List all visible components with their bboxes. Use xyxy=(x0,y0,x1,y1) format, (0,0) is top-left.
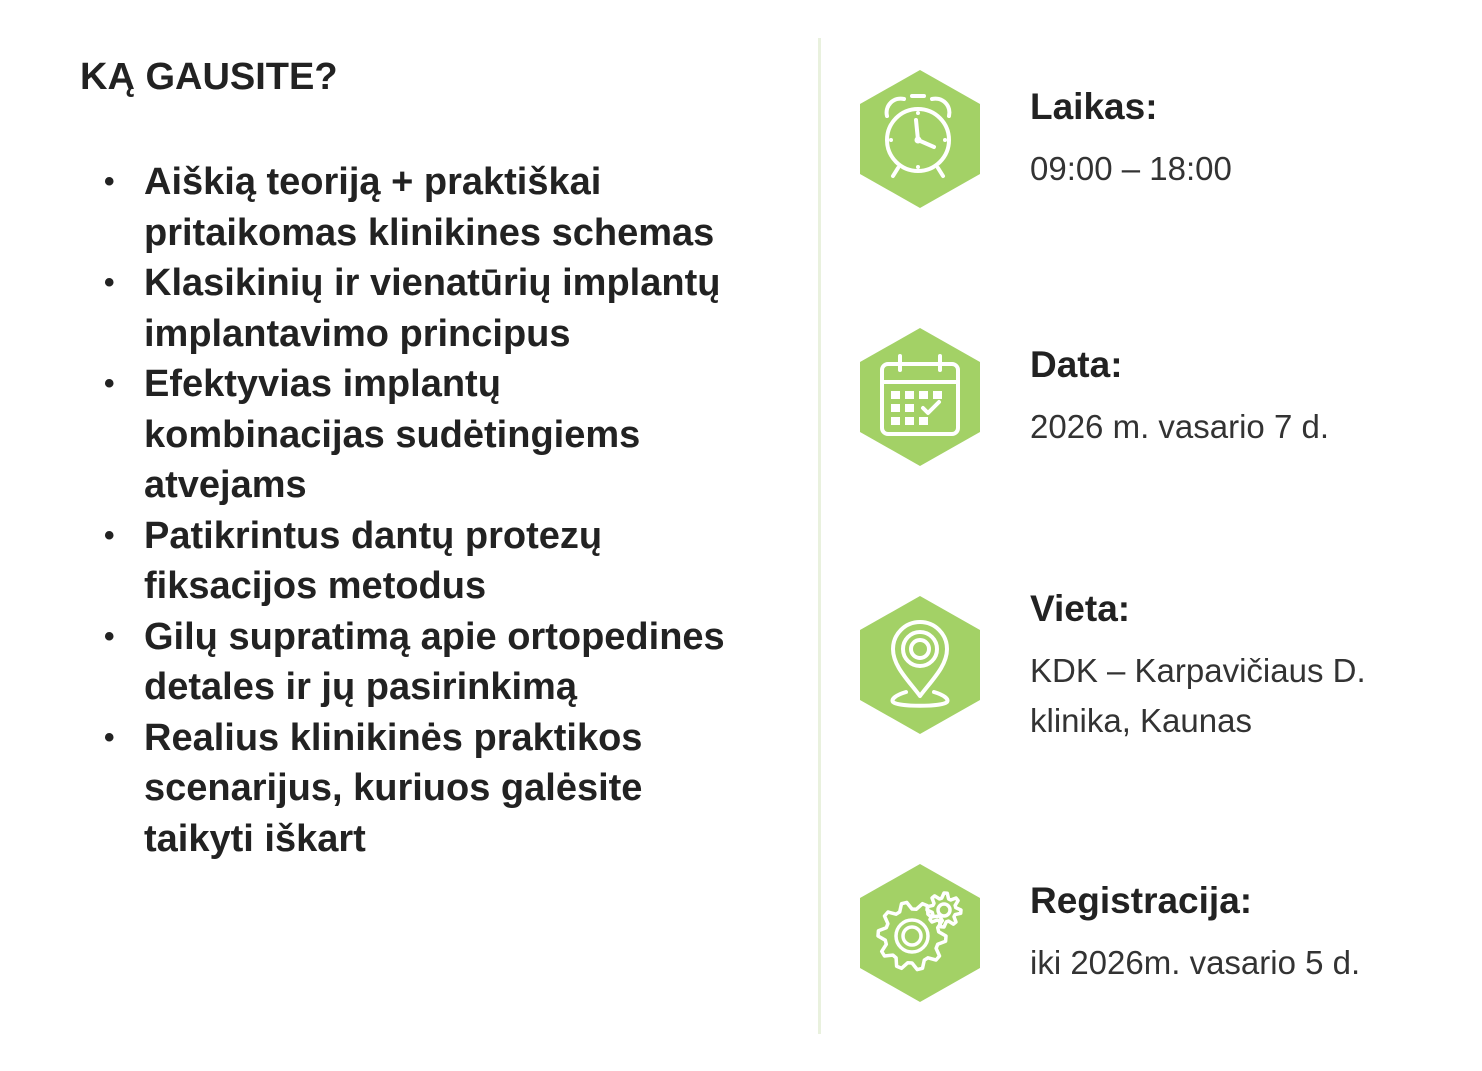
benefit-text: Klasikinių ir vienatūrių implantų implantavimo principus xyxy=(144,262,721,355)
section-heading: KĄ GAUSITE? xyxy=(80,56,338,98)
bullet: • xyxy=(104,518,115,552)
info-label: Vieta: xyxy=(1030,588,1131,629)
info-value: KDK – Karpavičiaus D. klinika, Kaunas xyxy=(1030,652,1366,739)
info-label: Registracija: xyxy=(1030,880,1253,921)
list-item xyxy=(100,511,740,612)
list-item xyxy=(100,157,740,258)
info-value: 2026 m. vasario 7 d. xyxy=(1030,408,1329,445)
location-pin-icon xyxy=(860,596,980,734)
list-item xyxy=(100,612,740,713)
benefit-text: Patikrintus dantų protezų fiksacijos metodus xyxy=(144,514,603,607)
list-item xyxy=(100,359,740,511)
bullet: • xyxy=(104,367,115,400)
gears-icon xyxy=(860,864,980,1002)
info-value: 09:00 – 18:00 xyxy=(1030,150,1232,187)
bullet: • xyxy=(104,720,115,754)
vertical-divider xyxy=(818,38,821,1034)
benefit-text: Aiškią teoriją + praktiškai pritaikomas klinikines schemas xyxy=(144,161,715,254)
bullet: • xyxy=(104,165,115,198)
info-label: Laikas: xyxy=(1030,86,1158,127)
benefits-list xyxy=(100,157,740,864)
benefit-text: Efektyvias implantų kombinacijas sudėtingiems atvejams xyxy=(144,363,641,506)
benefit-text: Realius klinikinės praktikos scenarijus, kuriuos galėsite taikyti iškart xyxy=(144,716,643,860)
bullet: • xyxy=(104,266,115,299)
info-label: Data: xyxy=(1030,344,1123,385)
list-item xyxy=(100,258,740,359)
calendar-icon xyxy=(860,328,980,466)
benefit-text: Gilų supratimą apie ortopedines detales ir jų pasirinkimą xyxy=(144,615,725,708)
bullet: • xyxy=(104,619,115,653)
alarm-clock-icon xyxy=(860,70,980,208)
info-value: iki 2026m. vasario 5 d. xyxy=(1030,944,1361,981)
list-item xyxy=(100,713,740,865)
